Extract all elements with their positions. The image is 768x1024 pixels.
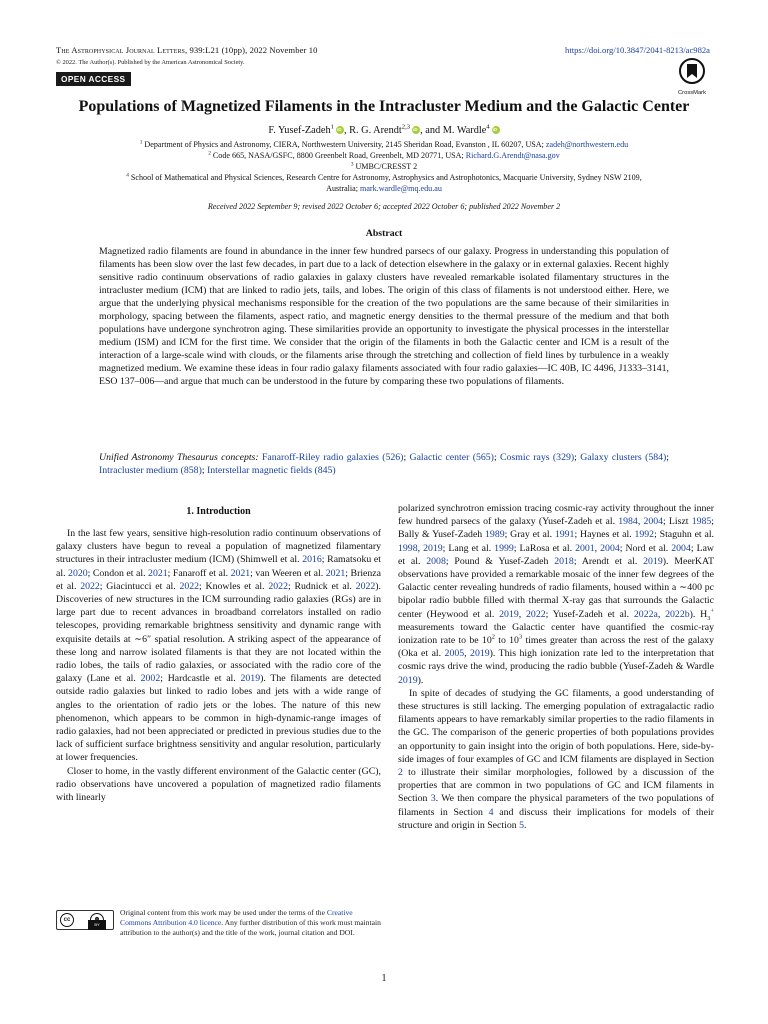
citation-link[interactable]: 2019	[398, 674, 418, 686]
citation-link[interactable]: 2019	[643, 555, 663, 567]
citation-link[interactable]: 2001	[575, 542, 595, 554]
copyright-notice: © 2022. The Author(s). Published by the American Astronomical Society.	[56, 59, 245, 66]
citation-link[interactable]: 2002	[140, 673, 161, 685]
citation-link[interactable]: 2008	[426, 555, 446, 567]
affil-text: UMBC/CRESST 2	[353, 162, 418, 171]
citation-link[interactable]: 1989	[485, 529, 505, 541]
citation-link[interactable]: 2022a	[633, 608, 658, 620]
citation-link[interactable]: 1984	[618, 516, 638, 528]
paragraph: In spite of decades of studying the GC filaments, a good understanding of these structures is still lacking. The emerging population of extragalactic radio filaments appears to have remarkably similar properties to the radio filaments in the GC. The comparison of the generic properties of both populations provides an opportunity to gain insight into the origin of both populations. Here, side-by-side images of four examples of GC and ICM filaments are displayed in Section 2 to illustrate their similar morphologies, followed by a discussion of the properties that are common in two populations of GC and ICM filaments in Section 3. We then compare the physical parameters of the two populations of filaments in Section 4 and discuss their implications for models of their structure and origin in Section 5.	[398, 687, 714, 831]
affil-text: Code 665, NASA/GSFC, 8800 Greenbelt Road, Greenbelt, MD 20771, USA;	[210, 151, 466, 160]
abstract-text: Magnetized radio filaments are found in abundance in the inner few hundred parsecs of our galaxy. Progress in understanding this population of filaments has been slow over the last few decades, in part due to a lack of detection elsewhere in the galaxy or in external galaxies. Recent highly sensitive radio continuum observations of radio galaxies in galaxy clusters have revealed remarkable isolated filamentary structures in the intracluster medium (ICM) that are linked to radio jets, tails, and lobes. The origin of this class of filaments is not understood either. Here, we argue that the underlying physical mechanisms responsible for the creation of the two populations are the same because of their similarities in morphology, spacing between the filaments, aspect ratio, and magnetic energy densities to the thermal pressure of the medium and that both populations have undergone synchrotron aging. These similarities provide an opportunity to investigate the physical processes in the interstellar medium (ISM) and ICM for the first time. We consider that the origin of the filaments in both the Galactic center and ICM is a result of the interaction of a large-scale wind with clouds, or the filaments arise through the stretching and collection of field lines by turbulence in a weakly magnetized medium. We examine these ideas in four radio galaxy filaments associated with four radio galaxies—IC 40B, IC 4496, J1333–3141, ESO 137–006—and argue that much can be understood in the future by comparing these two populations of filaments.	[99, 246, 669, 387]
section-link[interactable]: 4	[488, 806, 494, 818]
author-affil-sup: 4	[486, 123, 490, 131]
affil-number: 1	[139, 139, 143, 146]
citation-link[interactable]: 2021	[230, 567, 251, 579]
email-link[interactable]: zadeh@northwestern.edu	[545, 140, 629, 149]
citation-link[interactable]: 2019	[423, 542, 443, 554]
keyword-link[interactable]: Intracluster medium (858)	[99, 464, 202, 476]
author-affil-sup: 2,3	[401, 123, 411, 131]
license-link[interactable]: Creative Commons Attribution 4.0 licence	[120, 908, 353, 927]
body-column-right	[398, 502, 714, 832]
affil-text: School of Mathematical and Physical Sciences, Research Centre for Astronomy, Astrophysics and Astrophotonics, Macquarie University, Sydney NSW 2109,	[128, 173, 642, 182]
citation-link[interactable]: 2016	[302, 554, 322, 566]
doi-link[interactable]: https://doi.org/10.3847/2041-8213/ac982a	[565, 45, 710, 55]
keyword-link[interactable]: Fanaroff-Riley radio galaxies (526)	[261, 452, 404, 463]
crossmark-label: CrossMark	[677, 90, 707, 96]
keyword-separator: ;	[574, 452, 581, 463]
email-link[interactable]: Richard.G.Arendt@nasa.gov	[465, 151, 560, 160]
affil-text: Department of Physics and Astronomy, CIERA, Northwestern University, 2145 Sheridan Road, Evanston , IL 60207, USA;	[142, 140, 546, 149]
author-list	[50, 125, 718, 136]
abstract-heading: Abstract	[365, 228, 403, 239]
keyword-separator: ;	[666, 452, 670, 463]
citation-link[interactable]: 1999	[494, 542, 514, 554]
citation-link[interactable]: 2022	[355, 580, 376, 592]
citation-link[interactable]: 2021	[325, 567, 346, 579]
affiliation-4	[40, 173, 728, 195]
citation-link[interactable]: 1998	[398, 542, 418, 554]
keyword-link[interactable]: Galaxy clusters (584)	[580, 452, 667, 463]
citation-link[interactable]: 2005	[444, 648, 465, 660]
journal-citation	[56, 45, 318, 55]
citation-link[interactable]: 2022	[268, 580, 288, 592]
section-link[interactable]: 2	[398, 767, 403, 779]
author-name: , and M. Wardle	[420, 125, 487, 136]
body-column-left	[56, 527, 381, 804]
keywords-label: Unified Astronomy Thesaurus concepts:	[99, 452, 262, 463]
citation-link[interactable]: 2020	[68, 567, 88, 579]
journal-name: The Astrophysical Journal Letters	[56, 45, 185, 55]
paper-title: Populations of Magnetized Filaments in the Intracluster Medium and the Galactic Center	[78, 98, 690, 115]
affil-number: 4	[126, 172, 129, 179]
crossmark-button[interactable]	[673, 58, 711, 96]
open-access-badge: OPEN ACCESS	[56, 72, 131, 86]
email-link[interactable]: mark.wardle@mq.edu.au	[360, 183, 442, 193]
cc-by-icon[interactable]	[56, 910, 114, 930]
affil-number: 2	[208, 150, 211, 157]
affiliation-1	[40, 140, 728, 151]
section-heading: 1. Introduction	[186, 506, 251, 517]
author-name: F. Yusef-Zadeh	[268, 125, 331, 136]
keyword-separator: ;	[201, 464, 208, 476]
journal-issue: , 939:L21 (10pp), 2022 November 10	[185, 45, 318, 55]
license-text: . Any further distribution of this work must maintain attribution to the author(s) and the title of the work, journal citation and DOI.	[120, 918, 381, 937]
citation-link[interactable]: 2022	[526, 608, 546, 620]
orcid-icon[interactable]	[492, 126, 500, 134]
affil-number: 3	[350, 161, 354, 168]
citation-link[interactable]: 2022	[179, 580, 200, 592]
citation-link[interactable]: 1991	[554, 529, 575, 541]
citation-link[interactable]: 1992	[634, 529, 655, 541]
page-number: 1	[381, 973, 387, 984]
by-icon: BY	[88, 920, 106, 930]
section-link[interactable]: 3	[430, 793, 436, 805]
citation-link[interactable]: 1985	[691, 516, 712, 528]
citation-link[interactable]: 2022	[80, 580, 100, 592]
citation-link[interactable]: 2019	[240, 673, 261, 685]
citation-link[interactable]: 2018	[554, 555, 574, 567]
publication-dates: Received 2022 September 9; revised 2022 October 6; accepted 2022 October 6; published 2022 November 2	[207, 202, 561, 211]
keyword-link[interactable]: Interstellar magnetic fields (845)	[207, 464, 336, 476]
license-text: Original content from this work may be used under the terms of the	[120, 908, 327, 917]
author-name: , R. G. Arendt	[343, 125, 402, 136]
affil-text: Australia;	[326, 183, 361, 193]
keyword-separator: ;	[493, 452, 500, 463]
citation-link[interactable]: 2019	[470, 648, 490, 660]
keywords	[99, 452, 669, 478]
keyword-link[interactable]: Galactic center (565)	[409, 452, 494, 463]
cc-icon: cc	[60, 913, 74, 927]
section-link[interactable]: 5	[519, 819, 524, 831]
keyword-separator: ;	[403, 452, 410, 463]
paragraph: In the last few years, sensitive high-resolution radio continuum observations of galaxy clusters have begun to reveal a population of magnetized filamentary structures in their intracluster medium (ICM) (Shimwell et al. 2016; Ramatsoku et al. 2020; Condon et al. 2021; Fanaroff et al. 2021; van Weeren et al. 2021; Brienza et al. 2022; Giacintucci et al. 2022; Knowles et al. 2022; Rudnick et al. 2022). Discoveries of new structures in the ICM surrounding radio galaxies (RGs) are in large part due to recent advances in broadband correlators installed on radio telescopes, providing remarkable brightness sensitivity and dynamic range with exquisite details at ∼6″ spatial resolution. A striking aspect of the appearance of these long and narrow isolated filaments is that they are not located within the radio lobes, the tails of radio galaxies, or associated with the radio core of the galaxy (Lane et al. 2002; Hardcastle et al. 2019). The filaments are detected outside radio galaxies but linked to radio lobes and jets with a wide range of angles to the orientation of radio jets or the lobes. The nature of this new phenomenon, which appears to be common in high-dynamic-range images of radio galaxies, had not been appreciated or predicted in previous studies due to the lack of sufficient surface brightness sensitivity and angular resolution, particularly at lower frequencies.	[56, 528, 381, 764]
keyword-link[interactable]: Cosmic rays (329)	[500, 452, 575, 463]
paragraph: polarized synchrotron emission tracing cosmic-ray activity throughout the inner few hundred parsecs of the galaxy (Yusef-Zadeh et al. 1984, 2004; Liszt 1985; Bally & Yusef-Zadeh 1989; Gray et al. 1991; Haynes et al. 1992; Staguhn et al. 1998, 2019; Lang et al. 1999; LaRosa et al. 2001, 2004; Nord et al. 2004; Law et al. 2008; Pound & Yusef-Zadeh 2018; Arendt et al. 2019). MeerKAT observations have provided a remarkable mosaic of the inner few degrees of the Galactic center revealing hundreds of radio filaments, housed within a ∼400 pc bipolar radio bubble filled with thermal X-ray gas that surrounds the Galactic center (Heywood et al. 2019, 2022; Yusef-Zadeh et al. 2022a, 2022b). $H_3^+$ measurements toward the Galactic center have quantified the cosmic-ray ionization rate to be $10^2$ to $10^3$ times greater than across the rest of the galaxy (Oka et al. 2005, 2019). This high ionization rate led to the interpretation that cosmic rays drive the wind, producing the radio bubble (Yusef-Zadeh & Wardle 2019).	[398, 503, 715, 686]
author-affil-sup: 1	[330, 123, 334, 131]
citation-link[interactable]: 2004	[643, 516, 664, 528]
citation-link[interactable]: 2021	[148, 567, 168, 579]
citation-link[interactable]: 2004	[600, 542, 620, 554]
citation-link[interactable]: 2022b	[665, 608, 690, 620]
affiliation-2	[40, 151, 728, 162]
citation-link[interactable]: 2004	[671, 542, 691, 554]
citation-link[interactable]: 2019	[499, 608, 519, 620]
affiliation-3	[40, 162, 728, 173]
paragraph: Closer to home, in the vastly different environment of the Galactic center (GC), radio observations have uncovered a population of magnetized radio filaments with linearly	[56, 765, 381, 804]
orcid-icon[interactable]	[412, 126, 420, 134]
crossmark-icon	[679, 58, 705, 84]
orcid-icon[interactable]	[336, 126, 344, 134]
license-notice	[56, 908, 381, 938]
